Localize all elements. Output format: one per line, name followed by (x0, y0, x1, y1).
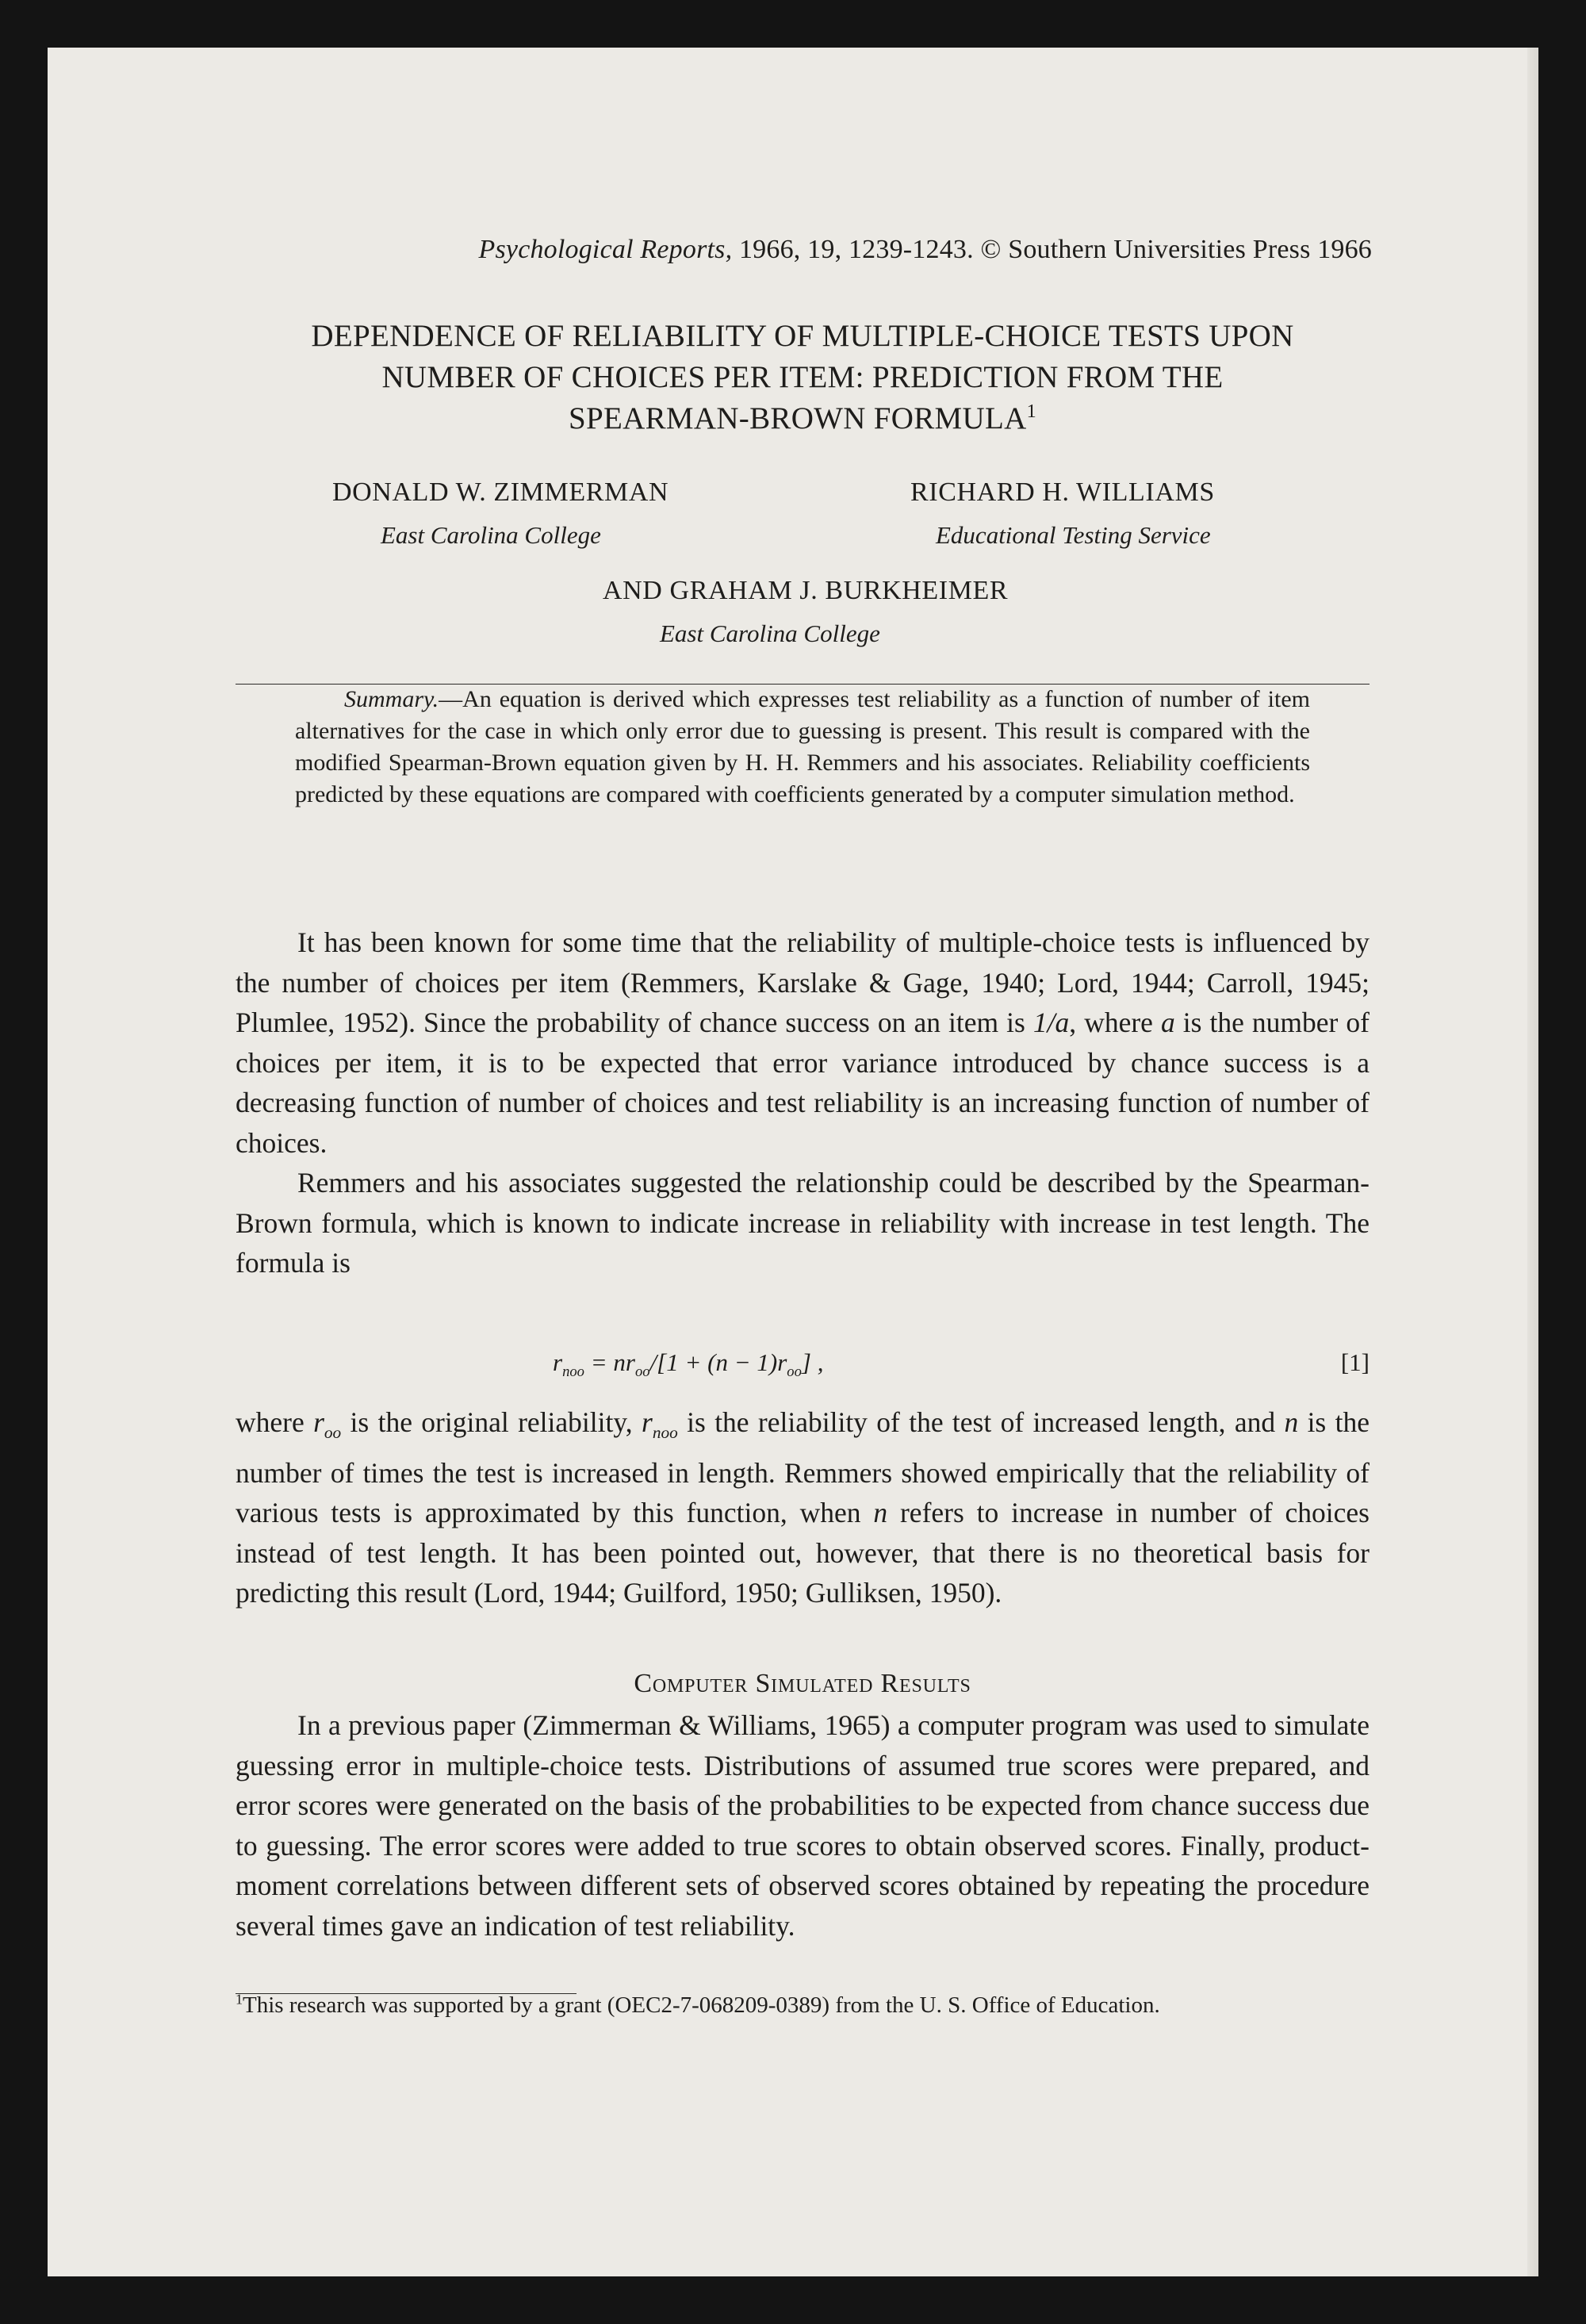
section-heading: Computer Simulated Results (634, 1669, 971, 1698)
citation-details: 1966, 19, 1239-1243. © Southern Universities Press 1966 (738, 235, 1372, 264)
title-line-3: SPEARMAN-BROWN FORMULA$^1$ (569, 401, 1036, 435)
title-line-1: DEPENDENCE OF RELIABILITY OF MULTIPLE-CHOICE TESTS UPON (311, 319, 1294, 353)
title-line-2: NUMBER OF CHOICES PER ITEM: PREDICTION FROM THE (381, 360, 1224, 394)
equation-formula: $r_{noo} = nr_{oo}/[1 + (n - 1)r_{oo}]$ , (553, 1348, 824, 1381)
paragraph-2: Remmers and his associates suggested the relationship could be described by the Spearman-Brown formula, which is known to indicate increase in reliability with increase in test length. The formula is (236, 1167, 1370, 1279)
title-footnote-mark: 1 (1026, 401, 1036, 422)
body-paragraph-3-container (236, 1402, 1370, 1613)
footnote-text: This research was supported by a grant (OEC2-7-068209-0389) from the U. S. Office of Education. (242, 1992, 1160, 2018)
footnote-mark: 1 (236, 1991, 243, 2008)
author-name-2: RICHARD H. WILLIAMS (910, 477, 1215, 507)
equation-1 (236, 1348, 1370, 1388)
author-affiliation-1: East Carolina College (381, 521, 601, 549)
paragraph-3: where $r_{oo}$ is the original reliability, $r_{noo}$ is the reliability of the test of increased length, and n is the number of times the test is increased in length. Remmers showed empirically that the reliability of various tests is approximated by this function, when n refers to increase in number of choices instead of test length. It has been pointed out, however, that there is no theoretical basis for predicting this result (Lord, 1944; Guilford, 1950; Gulliksen, 1950). (236, 1406, 1370, 1609)
body-paragraph-4-container (236, 1705, 1370, 1946)
author-affiliation-2: Educational Testing Service (936, 521, 1211, 549)
paragraph-1: It has been known for some time that the reliability of multiple-choice tests is influenced by the number of choices per item (Remmers, Karslake & Gage, 1940; Lord, 1944; Carroll, 1945; Plumlee, 1952). Since the probability of chance success on an item is 1/a, where a is the number of choices per item, it is to be expected that error variance introduced by chance success is a decreasing function of number of choices and test reliability is an increasing function of number of choices. (236, 926, 1370, 1159)
journal-citation (325, 235, 1372, 265)
page-edge-shading (1527, 48, 1538, 2276)
summary-lead: Summary. (344, 686, 439, 712)
summary-text: —An equation is derived which expresses test reliability as a function of number of item alternatives for the case in which only error due to guessing is present. This result is compared with the modified Spearman-Brown equation given by H. H. Remmers and his associates. Reliability coefficients predicted by these equations are compared with coefficients generated by a computer simulation method. (295, 686, 1310, 807)
paragraph-4: In a previous paper (Zimmerman & Williams, 1965) a computer program was used to simulate guessing error in multiple-choice tests. Distributions of assumed true scores were prepared, and error scores were generated on the basis of the probabilities to be expected from chance success due to guessing. The error scores were added to true scores to obtain observed scores. Finally, product-moment correlations between different sets of observed scores obtained by repeating the procedure several times gave an indication of test reliability. (236, 1709, 1370, 1942)
abstract-summary (295, 684, 1310, 811)
author-name-1: DONALD W. ZIMMERMAN (332, 477, 669, 507)
journal-name: Psychological Reports, (478, 235, 733, 264)
body-paragraphs-intro (236, 922, 1370, 1283)
author-affiliation-3: East Carolina College (660, 619, 880, 647)
paper-title (236, 316, 1370, 439)
equation-number: [1] (1340, 1348, 1370, 1376)
author-name-3: AND GRAHAM J. BURKHEIMER (603, 576, 1009, 605)
footnote (236, 1991, 1370, 2019)
